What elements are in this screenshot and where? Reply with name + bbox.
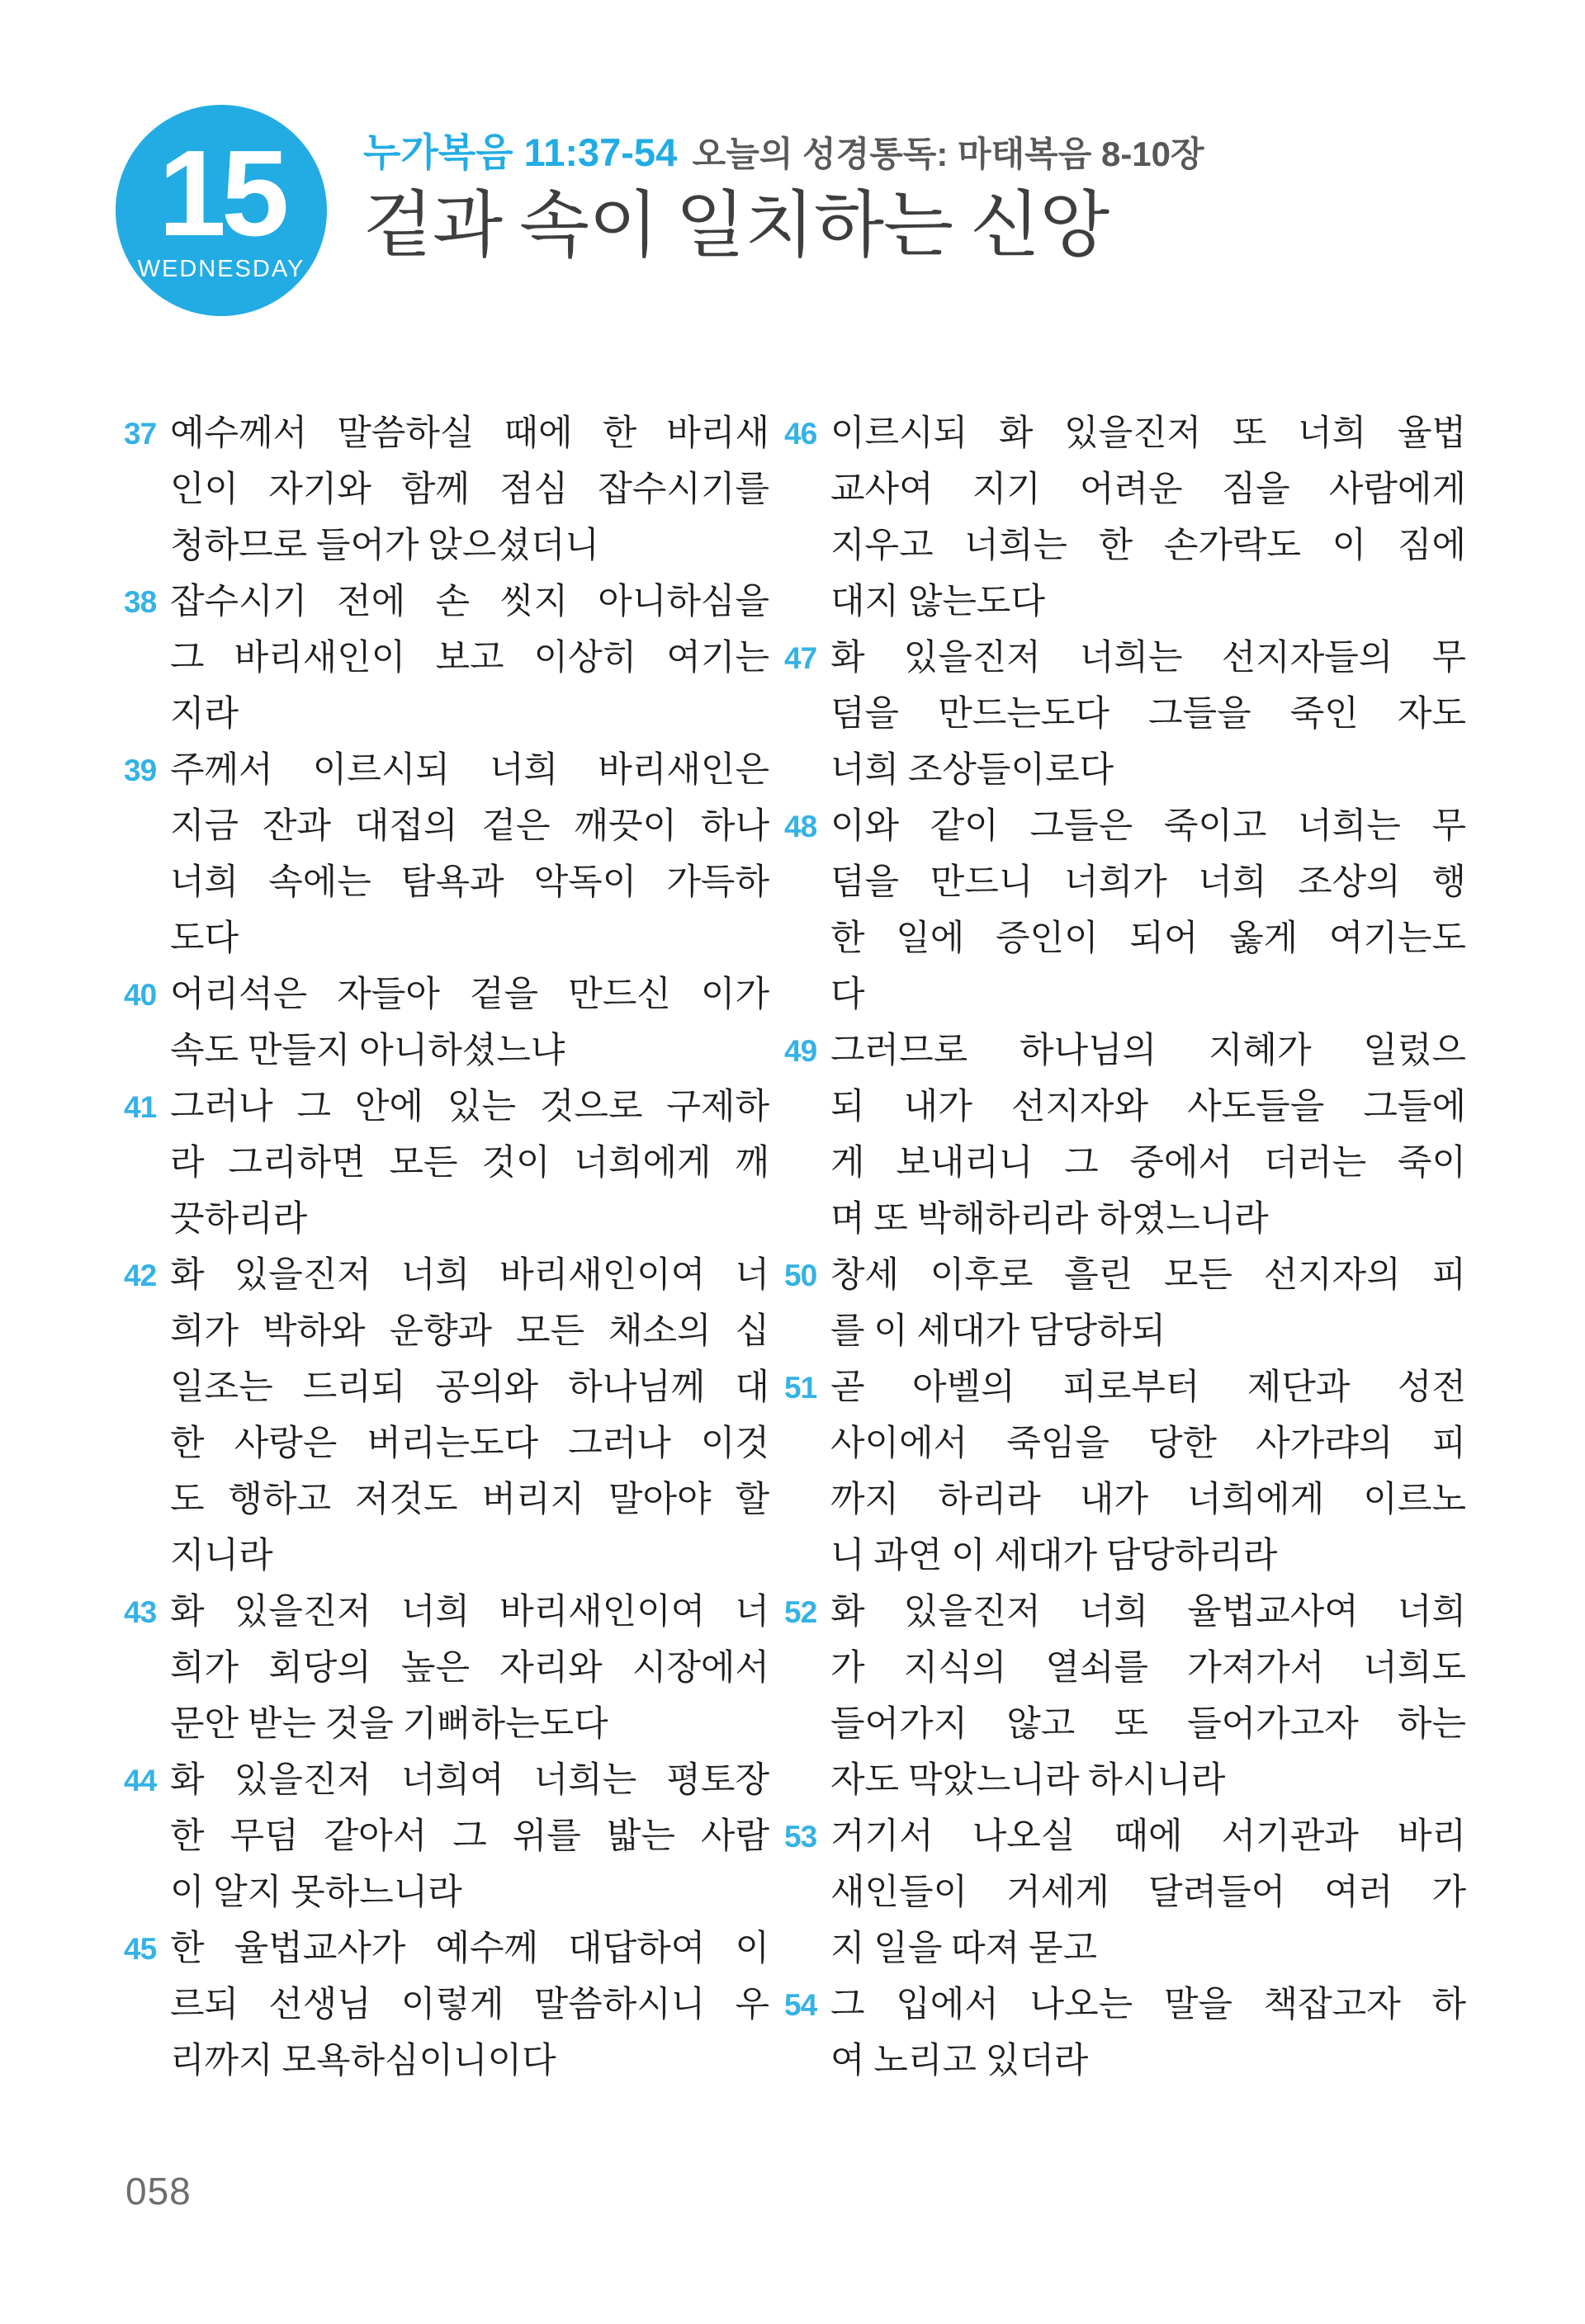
verse-row [124, 1585, 769, 1753]
verse-line: 가 지식의 열쇠를 가져가서 너희도 [830, 1649, 1466, 1688]
verse-number: 50 [784, 1259, 817, 1292]
verse-row [124, 1921, 769, 2090]
verse-column-right [784, 406, 1466, 2090]
page-number: 058 [125, 2170, 192, 2213]
verse-text [170, 1921, 769, 2090]
verse-line: 그러나 그 안에 있는 것으로 구제하 [170, 1088, 769, 1127]
verse-number: 52 [784, 1595, 817, 1629]
verse-row [784, 1977, 1466, 2090]
verse-line: 화 있을진저 너희 바리새인이여 너 [170, 1593, 769, 1632]
verse-line: 이와 같이 그들은 죽이고 너희는 무 [830, 807, 1466, 846]
verse-number: 43 [124, 1595, 157, 1629]
verse-row [124, 574, 769, 743]
verse-line: 지금 잔과 대접의 겉은 깨끗이 하나 [170, 807, 769, 846]
verse-row [124, 1248, 769, 1585]
verse-row [124, 1079, 769, 1248]
verse-line: 덤을 만드는도다 그들을 죽인 자도 [830, 695, 1466, 734]
verse-number: 54 [784, 1988, 817, 2022]
verse-row [784, 1585, 1466, 1809]
verse-line: 니 과연 이 세대가 담당하리라 [830, 1537, 1278, 1575]
verse-text [170, 743, 769, 967]
verse-line: 희가 박하와 운향과 모든 채소의 십 [170, 1312, 769, 1351]
verse-line: 그 바리새인이 보고 이상히 여기는 [170, 639, 769, 678]
verse-row [124, 406, 769, 574]
verse-number: 40 [124, 978, 157, 1012]
verse-text [830, 631, 1466, 799]
verse-line: 예수께서 말씀하실 때에 한 바리새 [170, 414, 769, 453]
verse-text [830, 406, 1466, 631]
verse-line: 며 또 박해하리라 하였느니라 [830, 1200, 1269, 1239]
verse-line: 도다 [170, 919, 239, 958]
verse-text [830, 799, 1466, 1023]
verse-number: 51 [784, 1371, 817, 1405]
verse-column-left [124, 406, 769, 2090]
verse-row [784, 1809, 1466, 1977]
verse-row [784, 799, 1466, 1023]
verse-line: 화 있을진저 너희는 선지자들의 무 [830, 639, 1466, 678]
verse-line: 새인들이 거세게 달려들어 여러 가 [830, 1873, 1466, 1912]
verse-line: 끗하리라 [170, 1200, 308, 1239]
verse-line: 그 입에서 나오는 말을 책잡고자 하 [830, 1986, 1466, 2024]
verse-line: 까지 하리라 내가 너희에게 이르노 [830, 1481, 1466, 1519]
verse-number: 47 [784, 641, 817, 675]
verse-number: 48 [784, 810, 817, 843]
verse-line: 창세 이후로 흘린 모든 선지자의 피 [830, 1256, 1466, 1295]
verse-text [170, 967, 769, 1079]
verse-line: 너희 속에는 탐욕과 악독이 가득하 [170, 863, 769, 902]
verse-text [830, 1977, 1466, 2090]
verse-row [124, 967, 769, 1079]
verse-line: 르되 선생님 이렇게 말씀하시니 우 [170, 1986, 769, 2024]
verse-row [784, 406, 1466, 631]
verse-text [830, 1809, 1466, 1977]
verse-text [170, 406, 769, 574]
verse-line: 속도 만들지 아니하셨느냐 [170, 1032, 565, 1070]
verse-line: 덤을 만드니 너희가 너희 조상의 행 [830, 863, 1466, 902]
verse-line: 이르시되 화 있을진저 또 너희 율법 [830, 414, 1466, 453]
verse-line: 인이 자기와 함께 점심 잡수시기를 [170, 470, 769, 509]
verse-line: 사이에서 죽임을 당한 사가랴의 피 [830, 1424, 1466, 1463]
verse-number: 41 [124, 1090, 157, 1124]
verse-line: 한 일에 증인이 되어 옳게 여기는도 [830, 919, 1466, 958]
verse-number: 45 [124, 1932, 157, 1966]
verse-line: 그러므로 하나님의 지혜가 일렀으 [830, 1032, 1466, 1070]
verse-text [830, 1023, 1466, 1248]
verse-line: 어리석은 자들아 겉을 만드신 이가 [170, 975, 769, 1014]
reference-line [363, 122, 1469, 177]
verse-line: 대지 않는도다 [830, 583, 1045, 621]
verse-row [124, 743, 769, 967]
day-name: WEDNESDAY [137, 255, 305, 282]
verse-line: 되 내가 선지자와 사도들을 그들에 [830, 1088, 1466, 1127]
verse-row [784, 1248, 1466, 1360]
verse-line: 한 율법교사가 예수께 대답하여 이 [170, 1930, 769, 1968]
page-header [363, 122, 1469, 265]
verse-line: 다 [830, 975, 865, 1014]
verse-line: 한 사랑은 버리는도다 그러나 이것 [170, 1424, 769, 1463]
verse-number: 37 [124, 417, 157, 451]
verse-line: 지우고 너희는 한 손가락도 이 짐에 [830, 527, 1466, 565]
verse-line: 문안 받는 것을 기뻐하는도다 [170, 1705, 608, 1744]
day-badge [116, 105, 327, 316]
verse-line: 지라 [170, 695, 239, 734]
verse-line: 이 알지 못하느니라 [170, 1873, 462, 1912]
verse-line: 를 이 세대가 담당하되 [830, 1312, 1166, 1351]
verse-number: 38 [124, 585, 157, 619]
verse-row [784, 631, 1466, 799]
verse-line: 여 노리고 있더라 [830, 2042, 1089, 2081]
verse-line: 거기서 나오실 때에 서기관과 바리 [830, 1817, 1466, 1856]
verse-text [830, 1360, 1466, 1585]
verse-line: 청하므로 들어가 앉으셨더니 [170, 527, 599, 565]
verse-line: 라 그리하면 모든 것이 너희에게 깨 [170, 1144, 769, 1183]
verse-line: 도 행하고 저것도 버리지 말아야 할 [170, 1481, 769, 1519]
verse-text [170, 574, 769, 743]
verse-line: 화 있을진저 너희 바리새인이여 너 [170, 1256, 769, 1295]
verse-row [784, 1023, 1466, 1248]
verse-line: 리까지 모욕하심이니이다 [170, 2042, 556, 2081]
verse-number: 39 [124, 753, 157, 787]
verse-text [170, 1753, 769, 1921]
verse-number: 44 [124, 1764, 157, 1797]
passage-reference: 누가복음 11:37-54 [363, 130, 678, 174]
verse-text [170, 1248, 769, 1585]
verse-line: 곧 아벨의 피로부터 제단과 성전 [830, 1368, 1466, 1407]
verse-row [784, 1360, 1466, 1585]
verse-row [124, 1753, 769, 1921]
page-title: 겉과 속이 일치하는 신앙 [363, 187, 1110, 267]
verse-line: 화 있을진저 너희 율법교사여 너희 [830, 1593, 1466, 1632]
verse-text [170, 1585, 769, 1753]
verse-line: 게 보내리니 그 중에서 더러는 죽이 [830, 1144, 1466, 1183]
verse-number: 53 [784, 1820, 817, 1854]
verse-line: 교사여 지기 어려운 짐을 사람에게 [830, 470, 1466, 509]
verse-line: 희가 회당의 높은 자리와 시장에서 [170, 1649, 769, 1688]
verse-number: 42 [124, 1259, 157, 1292]
verse-line: 일조는 드리되 공의와 하나님께 대 [170, 1368, 769, 1407]
verse-line: 한 무덤 같아서 그 위를 밟는 사람 [170, 1817, 769, 1856]
verse-line: 지니라 [170, 1537, 273, 1575]
verse-number: 49 [784, 1034, 817, 1068]
verse-number: 46 [784, 417, 817, 451]
reading-plan-label: 오늘의 성경통독: 마태복음 8-10장 [692, 135, 1204, 173]
verse-text [170, 1079, 769, 1248]
verse-line: 주께서 이르시되 너희 바리새인은 [170, 751, 769, 790]
verse-text [830, 1248, 1466, 1360]
day-number: 15 [158, 125, 285, 262]
verse-line: 들어가지 않고 또 들어가고자 하는 [830, 1705, 1466, 1744]
verse-text [830, 1585, 1466, 1809]
verse-line: 지 일을 따져 묻고 [830, 1930, 1098, 1968]
verse-line: 자도 막았느니라 하시니라 [830, 1761, 1226, 1800]
verse-line: 화 있을진저 너희여 너희는 평토장 [170, 1761, 769, 1800]
verse-line: 너희 조상들이로다 [830, 751, 1114, 790]
verse-line: 잡수시기 전에 손 씻지 아니하심을 [170, 583, 769, 621]
